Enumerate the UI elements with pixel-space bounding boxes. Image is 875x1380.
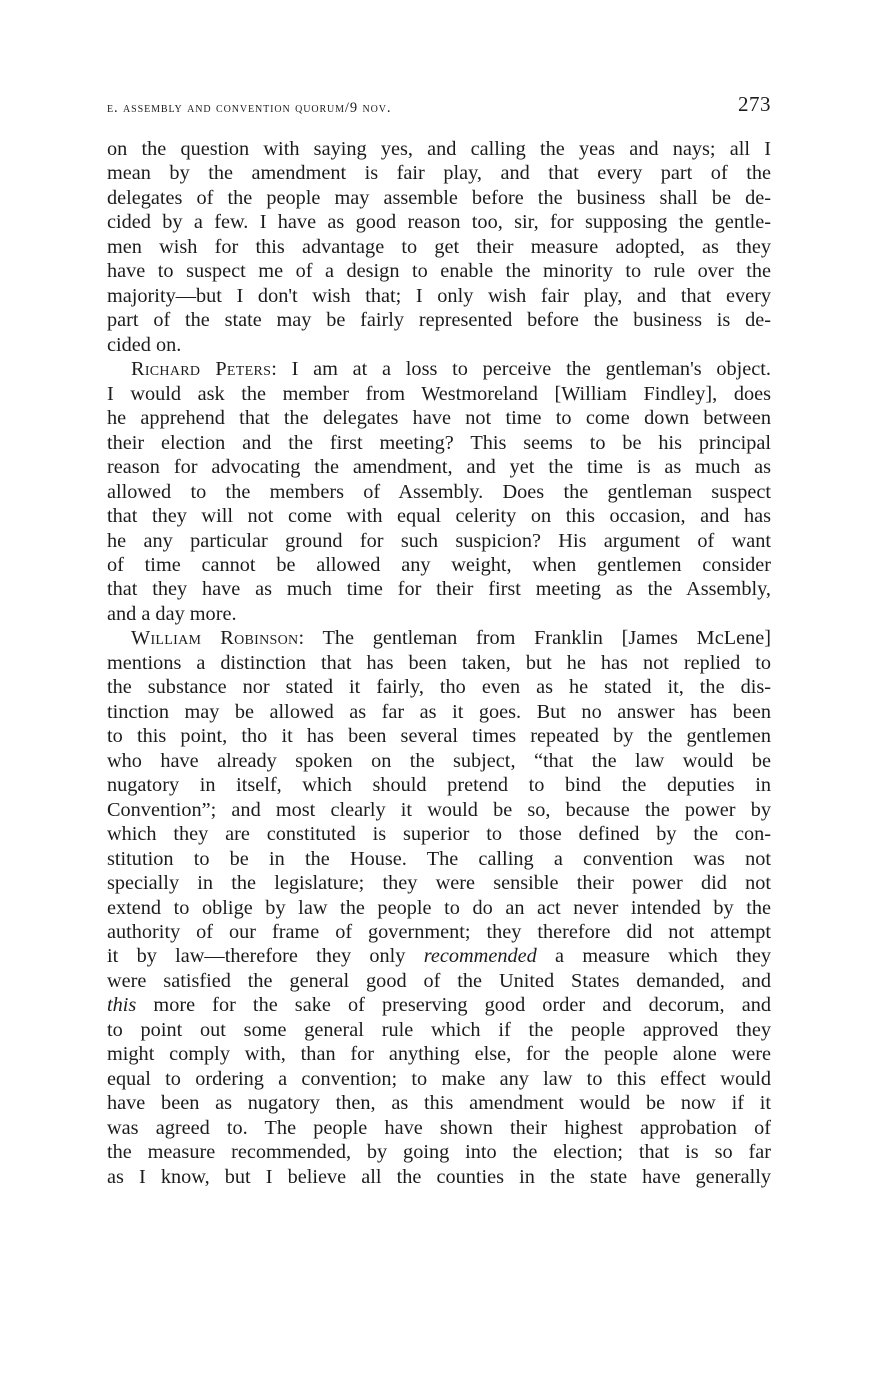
emphasized-word: recommended (423, 945, 537, 968)
text-line: the measure recommended, by going into the election; that is so far (107, 1141, 771, 1164)
text-line: the substance nor stated it fairly, tho even as he stated it, the dis- (107, 676, 771, 699)
text-line: tinction may be allowed as far as it goes. But no answer has been (107, 700, 771, 723)
text-line: which they are constituted is superior to those defined by the con- (107, 823, 771, 846)
speech-text: : The gentleman from Franklin [James McLene] (298, 627, 771, 650)
text-line: I would ask the member from Westmoreland [William Findley], does (107, 382, 771, 405)
text-line: allowed to the members of Assembly. Does the gentleman suspect (107, 480, 771, 503)
text-line: on the question with saying yes, and calling the yeas and nays; all I (107, 138, 771, 160)
text-segment: more for the sake of preserving good order and decorum, and (136, 994, 771, 1017)
text-line: were satisfied the general good of the United States demanded, and (107, 969, 771, 992)
text-line: part of the state may be fairly represented before the business is de- (107, 309, 771, 332)
speech-first-line (107, 626, 771, 650)
running-title: e. assembly and convention quorum/9 nov. (107, 100, 392, 116)
text-line-emphasis (107, 993, 771, 1017)
text-line: stitution to be in the House. The calling a convention was not (107, 847, 771, 870)
text-line: who have already spoken on the subject, “that the law would be (107, 749, 771, 772)
text-line: as I know, but I believe all the counties in the state have generally (107, 1165, 771, 1188)
speech-text: : I am at a loss to perceive the gentleman's object. (271, 358, 771, 381)
text-line: Convention”; and most clearly it would be so, because the power by (107, 798, 771, 821)
text-line: extend to oblige by law the people to do an act never intended by the (107, 896, 771, 919)
text-line: he any particular ground for such suspicion? His argument of want (107, 529, 771, 552)
text-line: equal to ordering a convention; to make any law to this effect would (107, 1067, 771, 1090)
text-line: of time cannot be allowed any weight, when gentlemen consider (107, 553, 771, 576)
speaker-name: Richard Peters (131, 358, 272, 381)
running-head (107, 92, 771, 122)
text-segment: it by law—therefore they only (107, 945, 424, 968)
text-line: and a day more. (107, 602, 237, 625)
speaker-name: William Robinson (131, 627, 299, 650)
emphasized-word: this (107, 994, 137, 1017)
text-line: specially in the legislature; they were sensible their power did not (107, 872, 771, 895)
text-line: have to suspect me of a design to enable the minority to rule over the (107, 260, 771, 283)
page-number: 273 (738, 92, 771, 116)
text-line: was agreed to. The people have shown their highest approbation of (107, 1116, 771, 1139)
text-line: mentions a distinction that has been taken, but he has not replied to (107, 651, 771, 674)
text-line: their election and the first meeting? This seems to be his principal (107, 431, 771, 454)
text-line: reason for advocating the amendment, and yet the time is as much as (107, 456, 771, 479)
text-line: cided by a few. I have as good reason too, sir, for supposing the gentle- (107, 211, 771, 234)
text-segment: a measure which they (536, 945, 771, 968)
text-line: nugatory in itself, which should pretend to bind the deputies in (107, 774, 771, 797)
text-line: to point out some general rule which if the people approved they (107, 1018, 771, 1041)
text-line: majority—but I don't wish that; I only wish fair play, and that every (107, 284, 771, 307)
body-text (107, 137, 771, 1189)
text-line: mean by the amendment is fair play, and that every part of the (107, 162, 771, 185)
text-line: delegates of the people may assemble before the business shall be de- (107, 186, 771, 209)
text-line: might comply with, than for anything else, for the people alone were (107, 1043, 771, 1066)
text-line-emphasis (107, 944, 771, 968)
text-line: have been as nugatory then, as this amendment would be now if it (107, 1092, 771, 1115)
text-line: that they will not come with equal celerity on this occasion, and has (107, 505, 771, 528)
text-line: cided on. (107, 333, 182, 356)
text-line: authority of our frame of government; they therefore did not attempt (107, 921, 771, 943)
text-line: men wish for this advantage to get their measure adopted, as they (107, 235, 771, 258)
speech-first-line (107, 357, 771, 381)
text-line: that they have as much time for their first meeting as the Assembly, (107, 578, 771, 601)
text-line: he apprehend that the delegates have not time to come down between (107, 407, 771, 430)
text-line: to this point, tho it has been several times repeated by the gentlemen (107, 725, 771, 748)
